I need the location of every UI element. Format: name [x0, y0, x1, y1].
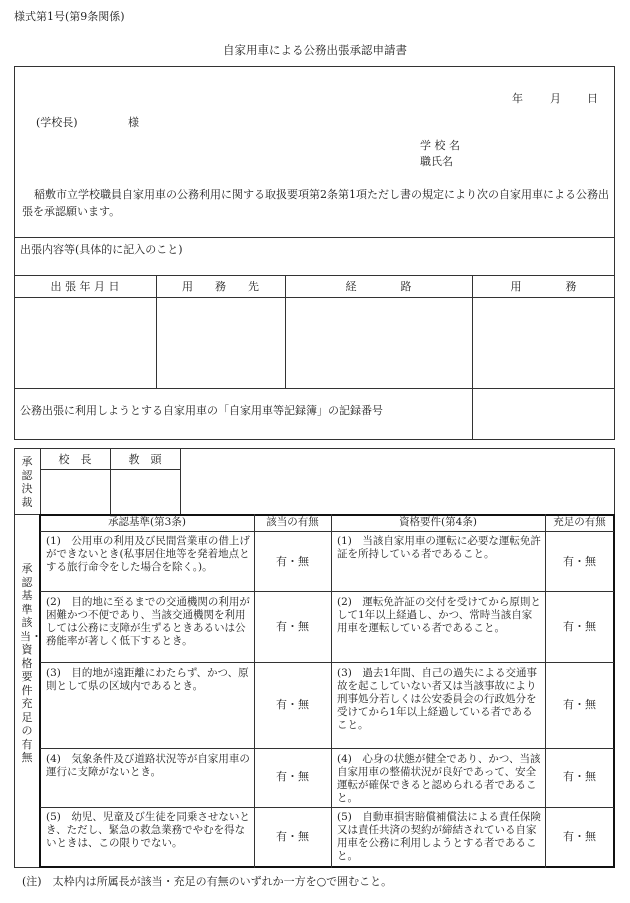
divider [40, 469, 180, 470]
form-number: 様式第1号(第9条関係) [14, 10, 125, 23]
satisfied-3[interactable]: 有・無 [563, 698, 596, 711]
application-body-text: 稲敷市立学校職員自家用車の公務利用に関する取扱要項第2条第1項ただし書の規定により次の自家用車による公務出張を承認願います。 [22, 188, 609, 218]
date-day: 日 [587, 92, 598, 105]
satisfied-5[interactable]: 有・無 [563, 830, 596, 843]
divider [180, 448, 181, 514]
requirement-5: (5) 自動車損害賠償補償法による責任保険又は責任共済の契約が締結されている自家用車を公務に利用しようとする者であること。 [337, 811, 541, 862]
divider [472, 275, 473, 440]
addressee-principal: (学校長) [36, 116, 78, 129]
criterion-4: (4) 気象条件及び道路状況等が自家用車の運行に支障がないとき。 [46, 753, 250, 778]
applicable-4[interactable]: 有・無 [276, 770, 309, 783]
divider [40, 807, 614, 808]
divider [40, 662, 614, 663]
addressee-honorific: 様 [128, 116, 139, 129]
criterion-3: (3) 目的地が遠距離にわたらず、かつ、原則として県の区域内であるとき。 [46, 667, 249, 692]
form-title: 自家用車による公務出張承認申請書 [223, 43, 407, 57]
record-number-label: 公務出張に利用しようとする自家用車の「自家用車等記録簿」の記録番号 [20, 404, 383, 417]
divider [40, 531, 614, 532]
applicable-3[interactable]: 有・無 [276, 698, 309, 711]
header-criteria: 承認基準(第3条) [108, 516, 186, 528]
divider [14, 275, 615, 276]
divider [14, 237, 615, 238]
header-satisfied: 充足の有無 [553, 516, 606, 528]
requirement-4: (4) 心身の状態が健全であり、かつ、当該自家用車の整備状況が良好であって、安全運転が確保できると認められる者であること。 [337, 753, 541, 804]
satisfied-4[interactable]: 有・無 [563, 770, 596, 783]
date-year: 年 [512, 92, 523, 105]
requirement-1: (1) 当該自家用車の運転に必要な運転免許証を所持している者であること。 [337, 535, 541, 560]
principal-header: 校 長 [58, 453, 92, 466]
satisfied-2[interactable]: 有・無 [563, 620, 596, 633]
requirement-2: (2) 運転免許証の交付を受けてから原則として1年以上経過し、かつ、常時当該自家用車を運転している者であること。 [337, 596, 541, 634]
divider [14, 297, 615, 298]
divider [331, 514, 332, 868]
header-applicable: 該当の有無 [266, 516, 319, 528]
applicable-2[interactable]: 有・無 [276, 620, 309, 633]
header-trip-date: 出 張 年 月 日 [50, 280, 120, 293]
criterion-5: (5) 幼児、児童及び生徒を同乗させないとき、ただし、緊急の救急業務でやむを得ないときは、この限りでない。 [46, 811, 250, 849]
approval-label: 承認決裁 [21, 455, 33, 509]
criterion-2: (2) 目的地に至るまでの交通機関の利用が困難かつ不便であり、当該交通機関を利用しては公務に支障が生ずるときあるいは公務能率が著しく低下するとき。 [46, 596, 250, 647]
trip-content-label: 出張内容等(具体的に記入のこと) [20, 243, 183, 256]
date-month: 月 [550, 92, 561, 105]
header-requirement: 資格要件(第4条) [399, 516, 477, 528]
vice-principal-header: 教 頭 [128, 453, 162, 466]
divider [14, 388, 615, 389]
divider [40, 748, 614, 749]
header-destination: 用 務 先 [182, 280, 259, 293]
applicable-1[interactable]: 有・無 [276, 555, 309, 568]
header-route: 経 路 [345, 280, 412, 293]
staff-name-label: 職氏名 [420, 155, 453, 168]
footnote: (注) 太枠内は所属長が該当・充足の有無のいずれか一方を○で囲むこと。 [22, 875, 393, 888]
criteria-side-label: 承認基準該当・資格要件充足の有無 [20, 562, 42, 764]
header-business: 用 務 [510, 280, 577, 293]
applicable-5[interactable]: 有・無 [276, 830, 309, 843]
requirement-3: (3) 過去1年間、自己の過失による交通事故を起こしていない者又は当該事故により刑事処分若しくは公安委員会の行政処分を受けてから1年以上経過している者であること。 [337, 667, 538, 731]
divider [40, 591, 614, 592]
criterion-1: (1) 公用車の利用及び民間営業車の借上げができないとき(私事居住地等を発着地点とする旅行命令をした場合を除く。)。 [46, 535, 250, 573]
school-name-label: 学 校 名 [420, 139, 460, 152]
satisfied-1[interactable]: 有・無 [563, 555, 596, 568]
